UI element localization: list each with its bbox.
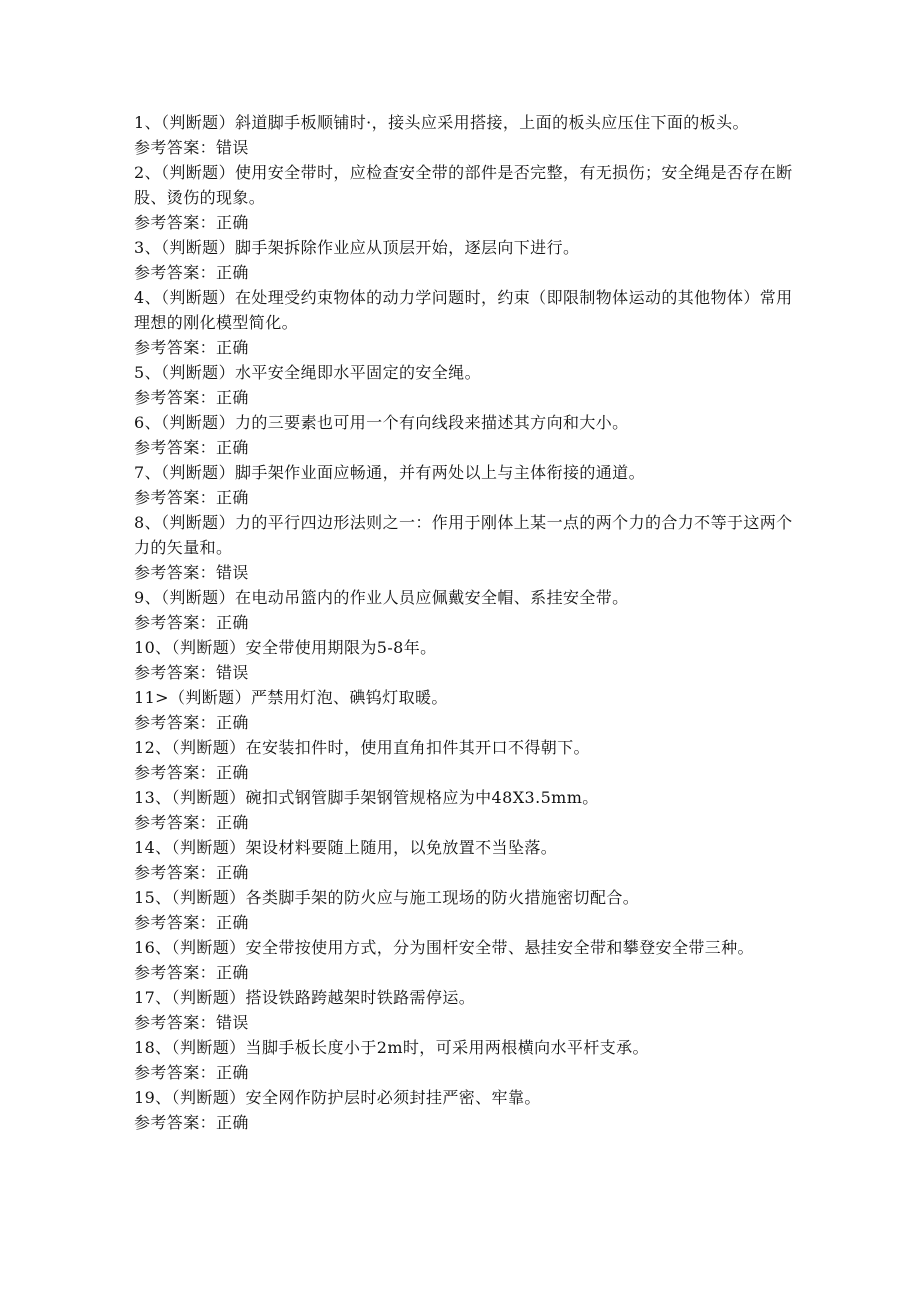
question-item [134, 935, 794, 985]
answer-value: 正确 [216, 963, 249, 982]
answer-label: 参考答案： [134, 763, 217, 782]
question-item [134, 635, 794, 685]
answer-value: 正确 [216, 863, 249, 882]
question-text: 14、（判断题）架设材料要随上随用，以免放置不当坠落。 [134, 838, 558, 857]
answer-label: 参考答案： [134, 1013, 217, 1032]
answer-value: 错误 [216, 138, 249, 157]
question-item [134, 410, 794, 460]
question-text: 8、（判断题）力的平行四边形法则之一：作用于刚体上某一点的两个力的合力不等于这两个力的矢量和。 [134, 513, 793, 557]
question-text: 12、（判断题）在安装扣件时，使用直角扣件其开口不得朝下。 [134, 738, 590, 757]
question-text: 6、（判断题）力的三要素也可用一个有向线段来描述其方向和大小。 [134, 413, 629, 432]
question-item [134, 360, 794, 410]
answer-line [134, 335, 794, 360]
answer-label: 参考答案： [134, 338, 217, 357]
answer-value: 正确 [216, 763, 249, 782]
answer-label: 参考答案： [134, 1113, 217, 1132]
answer-line [134, 435, 794, 460]
question-text: 4、（判断题）在处理受约束物体的动力学问题时，约束（即限制物体运动的其他物体）常用理想的刚化模型简化。 [134, 288, 793, 332]
answer-label: 参考答案： [134, 213, 217, 232]
answer-line [134, 760, 794, 785]
question-text: 1、（判断题）斜道脚手板顺铺时·，接头应采用搭接，上面的板头应压住下面的板头。 [134, 113, 749, 132]
question-text: 13、（判断题）碗扣式钢管脚手架钢管规格应为中48X3.5mm。 [134, 788, 599, 807]
answer-label: 参考答案： [134, 813, 217, 832]
answer-label: 参考答案： [134, 488, 217, 507]
question-text: 18、（判断题）当脚手板长度小于2m时，可采用两根横向水平杆支承。 [134, 1038, 649, 1057]
answer-line [134, 260, 794, 285]
question-list [134, 110, 794, 1135]
question-text: 3、（判断题）脚手架拆除作业应从顶层开始，逐层向下进行。 [134, 238, 580, 257]
answer-line [134, 710, 794, 735]
question-text: 11>（判断题）严禁用灯泡、碘钨灯取暖。 [134, 688, 448, 707]
question-item [134, 1085, 794, 1135]
answer-line [134, 135, 794, 160]
answer-label: 参考答案： [134, 1063, 217, 1082]
answer-line [134, 810, 794, 835]
answer-value: 正确 [216, 488, 249, 507]
answer-line [134, 860, 794, 885]
question-item [134, 235, 794, 285]
answer-value: 正确 [216, 913, 249, 932]
answer-line [134, 385, 794, 410]
answer-line [134, 560, 794, 585]
question-item [134, 785, 794, 835]
answer-value: 错误 [216, 563, 249, 582]
answer-label: 参考答案： [134, 663, 217, 682]
answer-line [134, 910, 794, 935]
question-text: 15、（判断题）各类脚手架的防火应与施工现场的防火措施密切配合。 [134, 888, 640, 907]
question-text: 2、（判断题）使用安全带时，应检查安全带的部件是否完整，有无损伤；安全绳是否存在断股、烫伤的现象。 [134, 163, 793, 207]
answer-value: 正确 [216, 438, 249, 457]
answer-label: 参考答案： [134, 138, 217, 157]
question-text: 19、（判断题）安全网作防护层时必须封挂严密、牢靠。 [134, 1088, 541, 1107]
answer-line [134, 210, 794, 235]
answer-value: 正确 [216, 263, 249, 282]
answer-label: 参考答案： [134, 438, 217, 457]
answer-line [134, 1010, 794, 1035]
answer-label: 参考答案： [134, 613, 217, 632]
answer-value: 正确 [216, 1063, 249, 1082]
question-item [134, 1035, 794, 1085]
question-text: 5、（判断题）水平安全绳即水平固定的安全绳。 [134, 363, 481, 382]
question-item [134, 460, 794, 510]
question-item [134, 985, 794, 1035]
answer-value: 正确 [216, 388, 249, 407]
answer-value: 正确 [216, 338, 249, 357]
question-text: 10、（判断题）安全带使用期限为5-8年。 [134, 638, 437, 657]
answer-line [134, 660, 794, 685]
answer-value: 正确 [216, 1113, 249, 1132]
question-text: 7、（判断题）脚手架作业面应畅通，并有两处以上与主体衔接的通道。 [134, 463, 645, 482]
answer-value: 正确 [216, 713, 249, 732]
answer-label: 参考答案： [134, 963, 217, 982]
answer-label: 参考答案： [134, 263, 217, 282]
answer-value: 错误 [216, 1013, 249, 1032]
question-item [134, 835, 794, 885]
answer-value: 正确 [216, 613, 249, 632]
question-item [134, 685, 794, 735]
answer-label: 参考答案： [134, 863, 217, 882]
answer-value: 正确 [216, 213, 249, 232]
question-text: 17、（判断题）搭设铁路跨越架时铁路需停运。 [134, 988, 476, 1007]
answer-label: 参考答案： [134, 713, 217, 732]
question-item [134, 885, 794, 935]
question-text: 9、（判断题）在电动吊篮内的作业人员应佩戴安全帽、系挂安全带。 [134, 588, 629, 607]
question-text: 16、（判断题）安全带按使用方式，分为围杆安全带、悬挂安全带和攀登安全带三种。 [134, 938, 754, 957]
answer-line [134, 485, 794, 510]
question-item [134, 585, 794, 635]
question-item [134, 110, 794, 160]
question-item [134, 510, 794, 585]
answer-value: 正确 [216, 813, 249, 832]
answer-line [134, 960, 794, 985]
answer-label: 参考答案： [134, 913, 217, 932]
answer-label: 参考答案： [134, 388, 217, 407]
question-item [134, 285, 794, 360]
answer-label: 参考答案： [134, 563, 217, 582]
answer-line [134, 610, 794, 635]
answer-value: 错误 [216, 663, 249, 682]
question-item [134, 735, 794, 785]
answer-line [134, 1110, 794, 1135]
answer-line [134, 1060, 794, 1085]
question-item [134, 160, 794, 235]
